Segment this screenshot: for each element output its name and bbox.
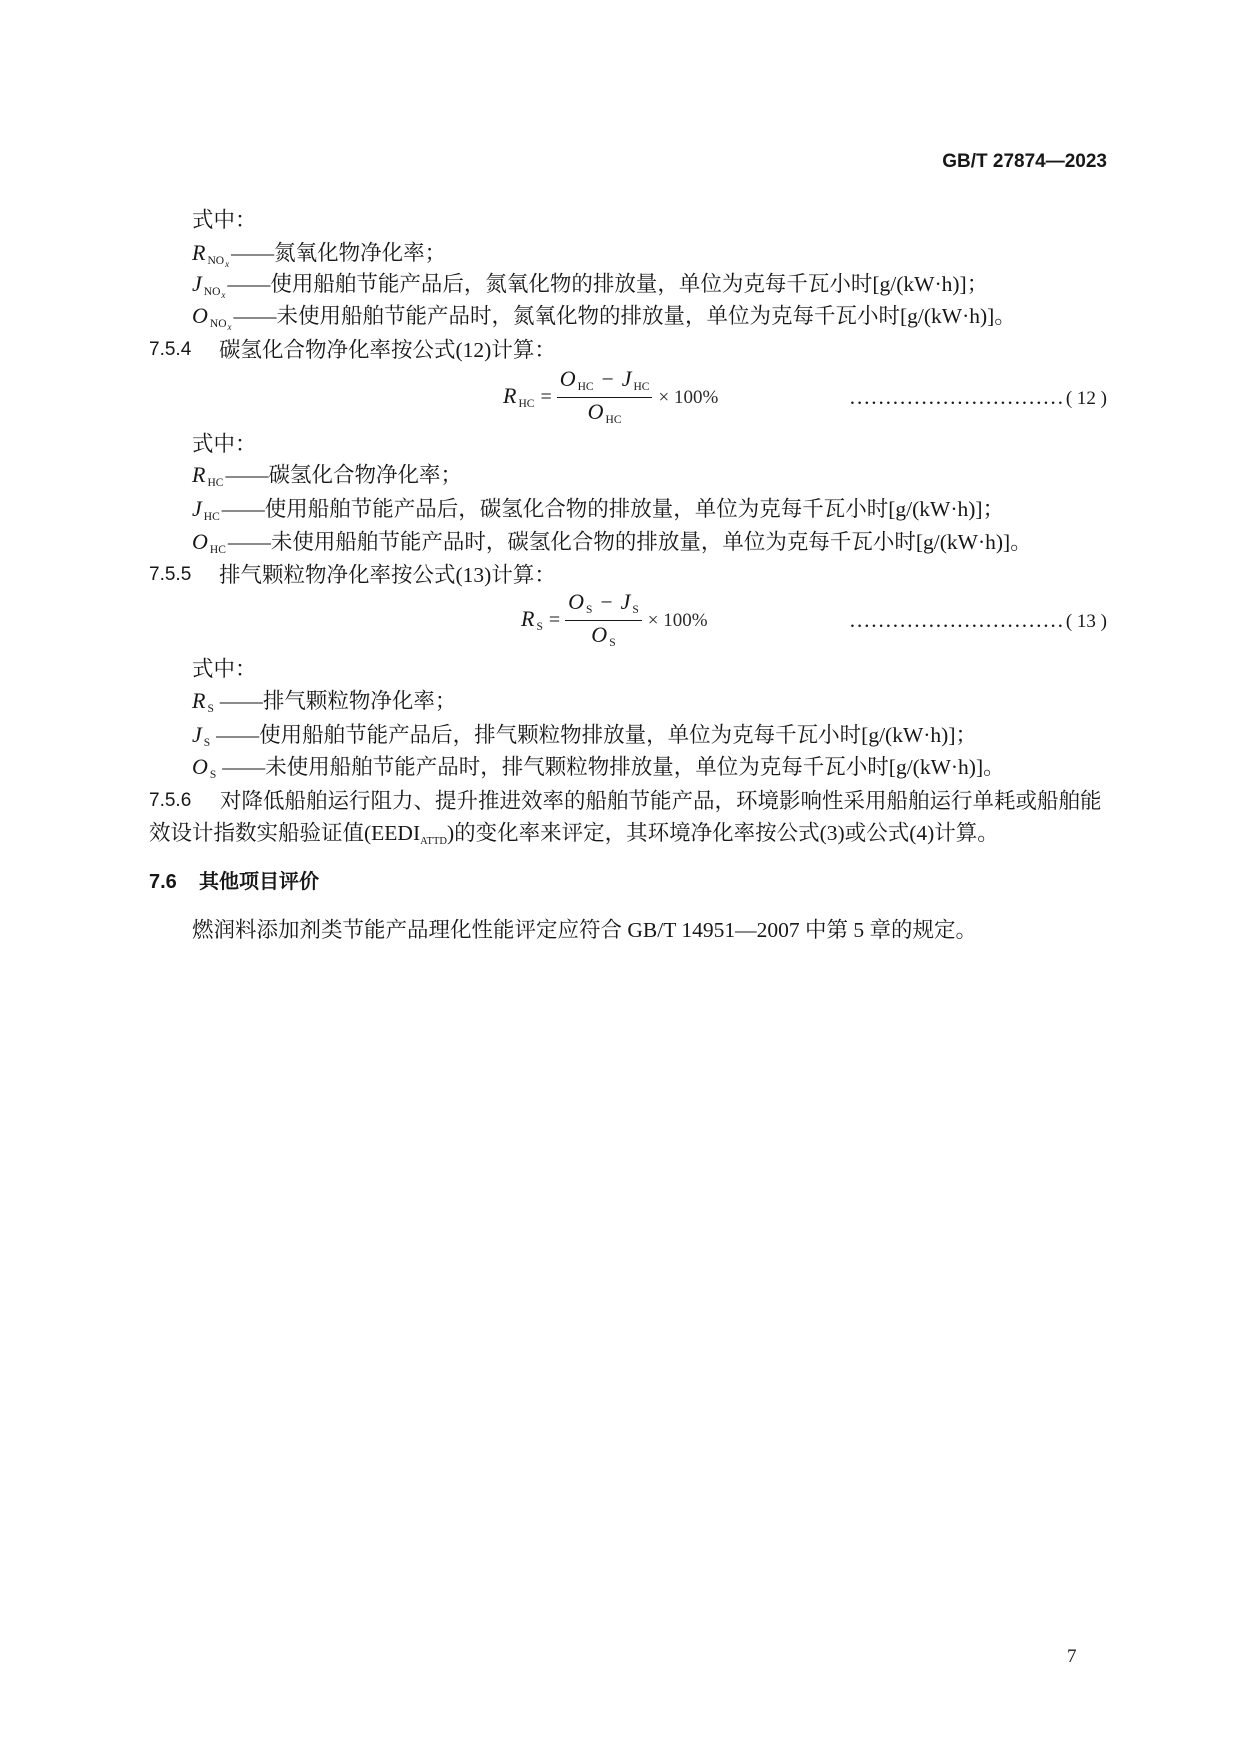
symbol: R bbox=[192, 462, 206, 487]
symbol-subscript: S bbox=[203, 737, 211, 749]
formula-lhs-symbol: R bbox=[503, 382, 517, 408]
symbol-subscript-x: x bbox=[221, 290, 226, 300]
formula-13 bbox=[521, 589, 708, 649]
symbol-subscript: NO bbox=[207, 255, 225, 267]
formula-lhs-symbol: R bbox=[521, 605, 535, 631]
where-label: 式中： bbox=[192, 657, 257, 681]
section-title-7-6: 其他项目评价 bbox=[199, 871, 319, 893]
definition-text: 氮氧化物净化率； bbox=[274, 241, 447, 265]
symbol-subscript-x: x bbox=[227, 322, 232, 332]
numerator-subscript-a: S bbox=[586, 604, 593, 616]
formula-lhs bbox=[503, 382, 534, 414]
symbol: R bbox=[192, 688, 206, 713]
page-number: 7 bbox=[1067, 1646, 1077, 1667]
def-o-nox bbox=[192, 301, 1016, 335]
dash: —— bbox=[219, 689, 263, 713]
dash: —— bbox=[231, 241, 275, 265]
definition-text: 未使用船舶节能产品时，氮氧化物的排放量，单位为克每千瓦小时[g/(kW·h)]。 bbox=[276, 304, 1016, 328]
definition-text: 未使用船舶节能产品时，排气颗粒物排放量，单位为克每千瓦小时[g/(kW·h)]。 bbox=[265, 755, 1005, 779]
dash: —— bbox=[222, 755, 266, 779]
denominator-symbol: O bbox=[587, 399, 604, 424]
numerator-subscript-b: HC bbox=[633, 381, 650, 393]
definition-text: 使用船舶节能产品后，氮氧化物的排放量，单位为克每千瓦小时[g/(kW·h)]； bbox=[270, 272, 989, 296]
symbol: J bbox=[192, 496, 202, 521]
dash: —— bbox=[221, 497, 265, 521]
symbol: O bbox=[192, 303, 208, 328]
formula-lhs-subscript: S bbox=[536, 620, 543, 633]
leader-dots: ………………………… bbox=[848, 608, 1064, 632]
fraction bbox=[557, 365, 653, 430]
equation-number-label: ( 13 ) bbox=[1065, 611, 1107, 632]
line2-text-b: )的变化率来评定，其环境净化率按公式(3)或公式(4)计算。 bbox=[446, 821, 999, 845]
definition-text: 使用船舶节能产品后，碳氢化合物的排放量，单位为克每千瓦小时[g/(kW·h)]； bbox=[264, 497, 1005, 521]
line2-text-a: 效设计指数实船验证值(EEDI bbox=[149, 821, 421, 845]
symbol-subscript-x: x bbox=[225, 259, 230, 269]
denominator-symbol: O bbox=[591, 622, 608, 647]
clause-text-7-5-4: 碳氢化合物净化率按公式(12)计算： bbox=[219, 338, 556, 362]
symbol: O bbox=[192, 529, 208, 554]
definition-text: 使用船舶节能产品后，排气颗粒物排放量，单位为克每千瓦小时[g/(kW·h)]； bbox=[259, 723, 977, 747]
symbol-subscript: NO bbox=[203, 286, 221, 298]
dash: —— bbox=[233, 304, 277, 328]
clause-number-7-5-5: 7.5.5 bbox=[149, 564, 192, 585]
symbol-subscript: S bbox=[209, 769, 217, 781]
dash: —— bbox=[225, 463, 269, 487]
minus-sign: − bbox=[600, 590, 613, 614]
symbol: J bbox=[192, 271, 202, 296]
where-label: 式中： bbox=[192, 208, 257, 232]
def-r-hc bbox=[192, 460, 462, 494]
numerator-subscript-a: HC bbox=[577, 381, 594, 393]
denominator-subscript: HC bbox=[605, 414, 622, 426]
numerator-symbol-b: J bbox=[620, 589, 631, 614]
fraction-denominator bbox=[588, 398, 622, 430]
symbol-subscript: NO bbox=[209, 318, 227, 330]
times-100-percent: × 100% bbox=[658, 386, 719, 408]
formula-lhs bbox=[521, 605, 543, 637]
times-100-percent: × 100% bbox=[647, 609, 708, 631]
def-j-nox bbox=[192, 269, 988, 303]
formula-lhs-subscript: HC bbox=[518, 397, 535, 410]
symbol: O bbox=[192, 754, 208, 779]
def-o-s bbox=[192, 752, 1005, 786]
eedi-subscript: ATTD bbox=[420, 836, 447, 847]
standard-number-header: GB/T 27874—2023 bbox=[942, 151, 1107, 172]
def-j-hc bbox=[192, 494, 1004, 528]
definition-text: 碳氢化合物净化率； bbox=[268, 463, 462, 487]
dash: —— bbox=[216, 723, 260, 747]
equals-sign: = bbox=[540, 386, 552, 408]
symbol-subscript: S bbox=[207, 703, 214, 715]
clause-text-7-5-5: 排气颗粒物净化率按公式(13)计算： bbox=[219, 563, 556, 587]
equals-sign: = bbox=[548, 609, 561, 631]
section-text-7-6: 燃润料添加剂类节能产品理化性能评定应符合 GB/T 14951—2007 中第 5 章的规定。 bbox=[192, 918, 977, 942]
def-j-s bbox=[192, 720, 977, 754]
clause-number-7-5-6: 7.5.6 bbox=[149, 790, 192, 811]
numerator-symbol-a: O bbox=[559, 366, 576, 391]
definition-text: 未使用船舶节能产品时，碳氢化合物的排放量，单位为克每千瓦小时[g/(kW·h)]。 bbox=[270, 530, 1032, 554]
formula-12 bbox=[503, 366, 719, 426]
fraction bbox=[565, 588, 642, 653]
symbol-subscript: HC bbox=[209, 544, 226, 556]
fraction-numerator bbox=[557, 365, 653, 398]
clause-text-7-5-6-line2 bbox=[149, 818, 999, 853]
def-o-hc bbox=[192, 527, 1032, 561]
def-r-s bbox=[192, 686, 456, 720]
symbol-subscript: HC bbox=[203, 511, 220, 523]
def-r-nox bbox=[192, 238, 446, 272]
numerator-subscript-b: S bbox=[632, 604, 639, 616]
equation-number-13 bbox=[849, 605, 1107, 637]
equation-number-12 bbox=[849, 382, 1107, 414]
leader-dots: ………………………… bbox=[848, 385, 1064, 409]
where-label: 式中： bbox=[192, 432, 257, 456]
dash: —— bbox=[227, 530, 271, 554]
clause-number-7-5-4: 7.5.4 bbox=[149, 339, 192, 360]
clause-text-7-5-6-line1: 对降低船舶运行阻力、提升推进效率的船舶节能产品，环境影响性采用船舶运行单耗或船舶能 bbox=[220, 789, 1102, 813]
symbol: J bbox=[192, 722, 202, 747]
definition-text: 排气颗粒物净化率； bbox=[262, 689, 457, 713]
dash: —— bbox=[227, 272, 271, 296]
minus-sign: − bbox=[601, 367, 614, 391]
symbol-subscript: HC bbox=[207, 477, 224, 489]
denominator-subscript: S bbox=[609, 637, 616, 649]
symbol: R bbox=[192, 240, 206, 265]
fraction-numerator bbox=[565, 588, 642, 621]
fraction-denominator bbox=[591, 621, 615, 653]
numerator-symbol-b: J bbox=[621, 366, 632, 391]
equation-number-label: ( 12 ) bbox=[1065, 388, 1107, 409]
numerator-symbol-a: O bbox=[568, 589, 585, 614]
section-number-7-6: 7.6 bbox=[149, 871, 177, 893]
